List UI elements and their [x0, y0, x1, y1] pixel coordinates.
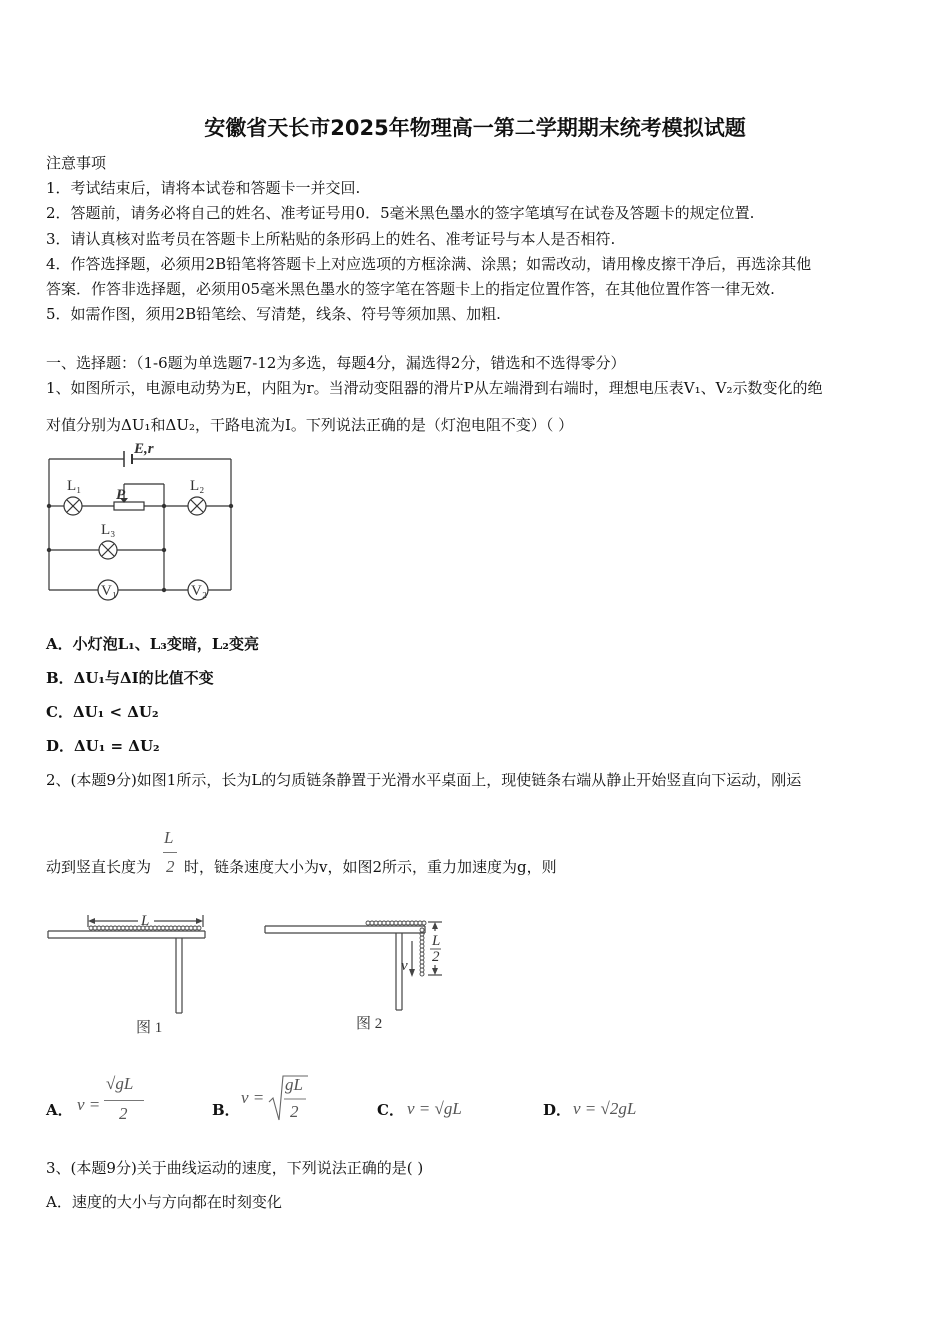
q2-option-c-formula: v = √gL: [407, 1099, 462, 1118]
q2-line2-pre: 动到竖直长度为: [46, 858, 152, 876]
q2-fraction-numerator: L: [164, 828, 174, 847]
notice-item-4: 4．作答选择题，必须用2B铅笔将答题卡上对应选项的方框涂满、涂黑；如需改动，请用橡皮擦干净后，再选涂其他: [46, 255, 812, 273]
circuit-label-v1: V₁: [101, 583, 118, 599]
fig1-caption: 图 1: [136, 1020, 163, 1036]
circuit-label-v2: V₂: [191, 583, 208, 599]
fig2-fraction-numerator: L: [432, 933, 441, 949]
page-title: 安徽省天长市2025年物理高一第二学期期末统考模拟试题: [204, 116, 746, 140]
q2-option-a-bar: [104, 1100, 144, 1101]
notice-item-2: 2．答题前，请务必将自己的姓名、准考证号用0．5毫米黑色墨水的签字笔填写在试卷及答题卡的规定位置.: [46, 204, 755, 222]
q2-fraction-denominator: 2: [166, 857, 175, 876]
circuit-diagram: [40, 440, 240, 605]
notice-item-5: 答案．作答非选择题，必须用05毫米黑色墨水的签字笔在答题卡上的指定位置作答，在其他位置作答一律无效.: [46, 280, 775, 298]
q2-option-a-lhs: v =: [77, 1095, 101, 1114]
q3-option-a: A．速度的大小与方向都在时刻变化: [46, 1193, 282, 1211]
q2-option-a-denominator: 2: [119, 1104, 128, 1123]
section-heading: 一、选择题：（1-6题为单选题7-12为多选，每题4分，漏选得2分，错选和不选得零分）: [46, 354, 626, 372]
fig2-caption: 图 2: [356, 1016, 383, 1032]
circuit-label-source: E,r: [134, 441, 154, 457]
q3-line1: 3、(本题9分)关于曲线运动的速度，下列说法正确的是( ): [46, 1159, 424, 1177]
notice-heading: 注意事项: [46, 154, 107, 172]
circuit-label-l3: L₃: [101, 522, 116, 538]
circuit-label-l1: L₁: [67, 478, 82, 494]
q2-option-b-label: B．: [212, 1101, 240, 1119]
fig2-fraction-denominator: 2: [432, 949, 440, 965]
figure-1: [40, 905, 215, 1040]
fig2-velocity-label: v: [401, 958, 408, 974]
q1-line1: 1、如图所示，电源电动势为E，内阻为r。当滑动变阻器的滑片P从左端滑到右端时，理想电压表V₁、V₂示数变化的绝: [46, 379, 823, 397]
q2-option-a-label: A．: [46, 1101, 73, 1119]
q1-option-d: D．ΔU₁ = ΔU₂: [46, 737, 160, 755]
q1-line2: 对值分别为ΔU₁和ΔU₂，干路电流为I。下列说法正确的是（灯泡电阻不变）（ ）: [46, 416, 574, 434]
q1-option-b: B．ΔU₁与ΔI的比值不变: [46, 669, 214, 687]
q2-line2-post: 时，链条速度大小为v，如图2所示，重力加速度为g，则: [184, 858, 557, 876]
q2-option-b-lhs: v =: [241, 1088, 265, 1107]
q2-option-a-numerator: √gL: [106, 1074, 134, 1093]
circuit-label-p: P: [116, 487, 126, 503]
q2-option-d-label: D．: [543, 1101, 572, 1119]
q1-option-a: A．小灯泡L₁、L₃变暗，L₂变亮: [46, 635, 259, 653]
notice-item-3: 3．请认真核对监考员在答题卡上所粘贴的条形码上的姓名、准考证号与本人是否相符.: [46, 230, 616, 248]
q1-option-c: C．ΔU₁ < ΔU₂: [46, 703, 159, 721]
notice-item-6: 5．如需作图，须用2B铅笔绘、写清楚，线条、符号等须加黑、加粗.: [46, 305, 501, 323]
q2-option-b-numerator: gL: [285, 1075, 303, 1094]
q2-option-c-label: C．: [377, 1101, 404, 1119]
q2-line1: 2、(本题9分)如图1所示，长为L的匀质链条静置于光滑水平桌面上，现使链条右端从静止开始竖直向下运动，刚运: [46, 771, 802, 789]
q2-option-b-denominator: 2: [290, 1102, 299, 1121]
figure-2: [260, 905, 450, 1040]
q2-fraction-bar: [163, 852, 177, 853]
circuit-label-l2: L₂: [190, 478, 205, 494]
fig1-length-label: L: [141, 913, 150, 929]
q2-option-d-formula: v = √2gL: [573, 1099, 637, 1118]
notice-item-1: 1．考试结束后，请将本试卷和答题卡一并交回.: [46, 179, 361, 197]
